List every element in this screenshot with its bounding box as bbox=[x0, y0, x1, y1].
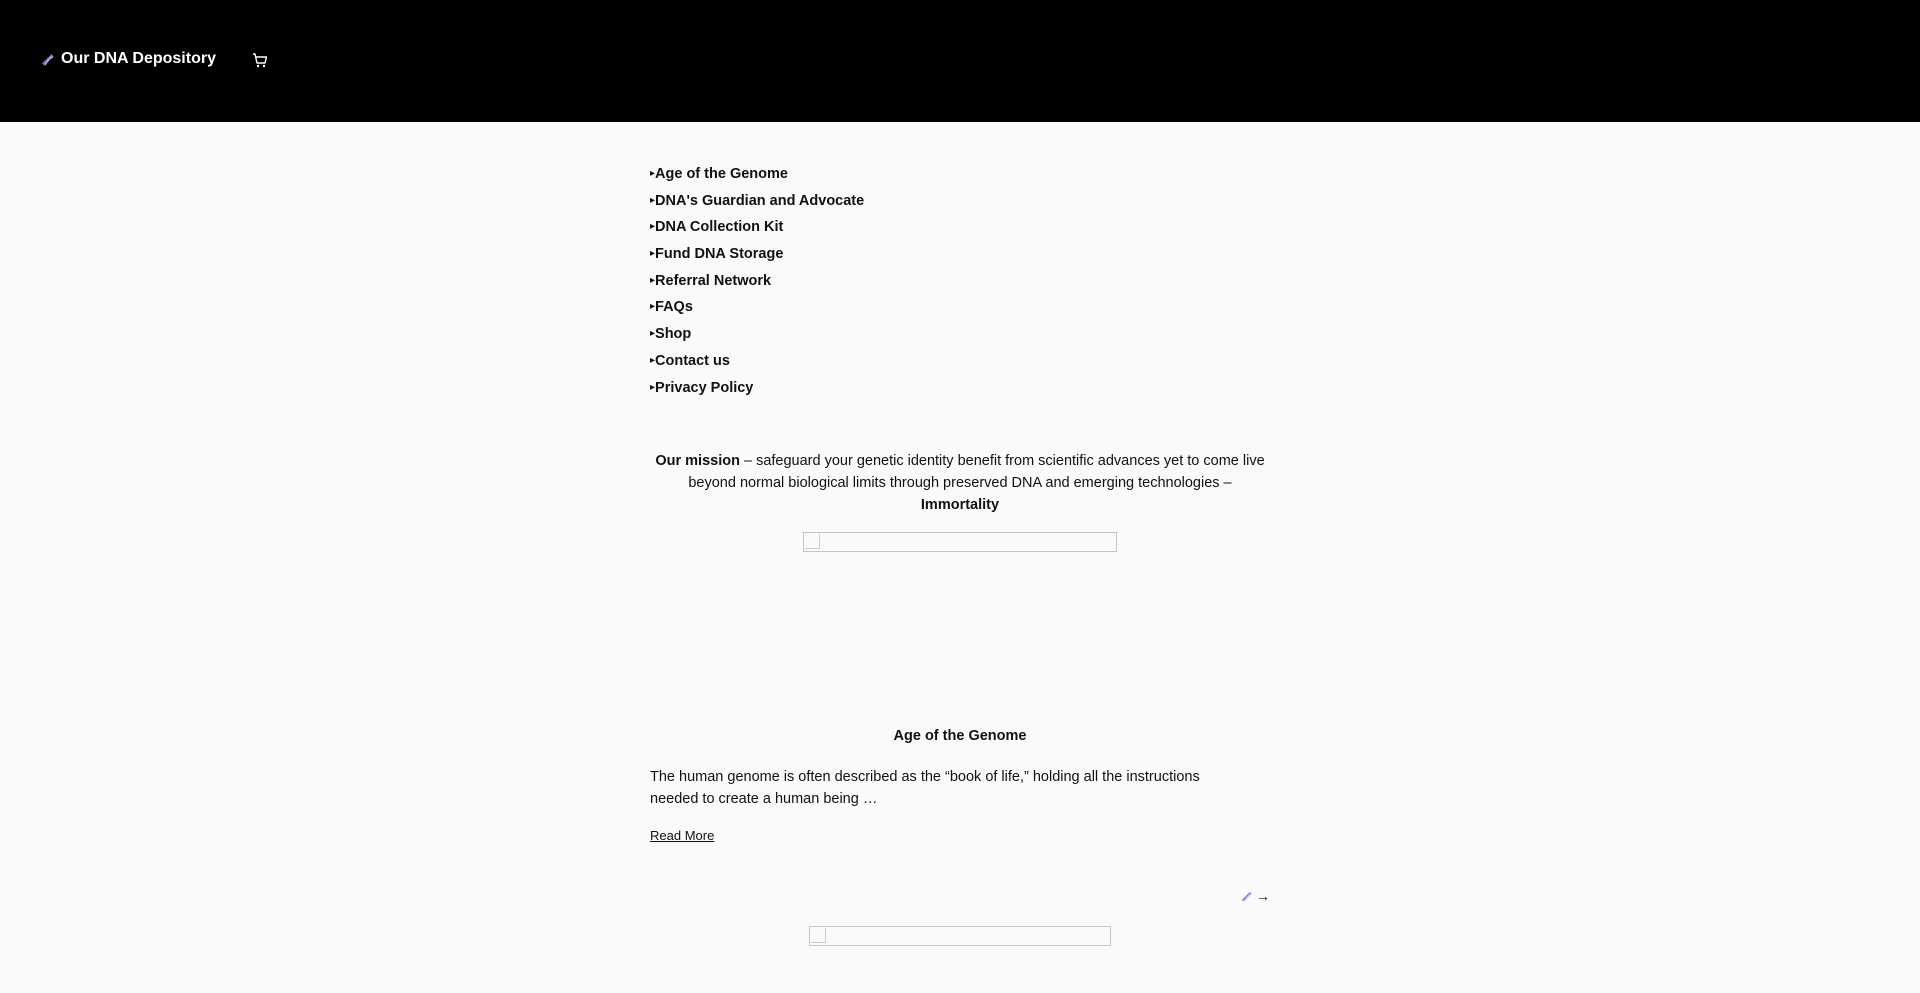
caret-right-icon: ▸ bbox=[650, 194, 656, 206]
menu-item-faqs[interactable] bbox=[650, 297, 1270, 324]
menu-item-label: Shop bbox=[655, 326, 692, 343]
post-excerpt: The human genome is often described as the “book of life,” holding all the instructions needed to create a human being … bbox=[650, 769, 1200, 808]
menu-item-label: Referral Network bbox=[655, 272, 772, 289]
caret-right-icon: ▸ bbox=[650, 274, 656, 286]
menu-item-label: DNA Collection Kit bbox=[655, 219, 784, 236]
menu-item-label: FAQs bbox=[655, 299, 693, 316]
caret-right-icon: ▸ bbox=[650, 381, 656, 393]
next-post-link[interactable] bbox=[1240, 888, 1270, 904]
dna-icon bbox=[40, 52, 55, 67]
menu-item-guardian-advocate[interactable] bbox=[650, 191, 1270, 218]
menu-item-age-of-genome[interactable] bbox=[650, 164, 1270, 191]
post-image bbox=[809, 926, 1111, 946]
menu-item-privacy[interactable] bbox=[650, 378, 1270, 405]
site-header bbox=[0, 0, 1920, 122]
cart-button[interactable] bbox=[251, 51, 269, 69]
menu-item-label: Contact us bbox=[655, 352, 730, 369]
dna-icon bbox=[1240, 890, 1253, 903]
mission-lead: Our mission bbox=[655, 453, 740, 470]
menu-item-fund-storage[interactable] bbox=[650, 244, 1270, 271]
menu-item-shop[interactable] bbox=[650, 324, 1270, 351]
caret-right-icon: ▸ bbox=[650, 221, 656, 233]
mission-closing: Immortality bbox=[920, 497, 1000, 514]
menu-item-label: Privacy Policy bbox=[655, 379, 754, 396]
arrow-right-icon: → bbox=[1256, 888, 1270, 904]
caret-right-icon: ▸ bbox=[650, 248, 656, 260]
cart-icon bbox=[252, 52, 268, 68]
menu-item-collection-kit[interactable] bbox=[650, 217, 1270, 244]
site-title: Our DNA Depository bbox=[61, 50, 216, 67]
main-content bbox=[650, 122, 1270, 904]
menu-item-contact[interactable] bbox=[650, 351, 1270, 378]
caret-right-icon: ▸ bbox=[650, 354, 656, 366]
menu-item-label: DNA's Guardian and Advocate bbox=[655, 192, 865, 209]
mission-statement bbox=[650, 450, 1270, 516]
mission-text: – safeguard your genetic identity benefit from scientific advances yet to come live beyond normal biological limits through preserved DNA and emerging technologies – bbox=[688, 453, 1265, 492]
menu-item-label: Age of the Genome bbox=[655, 166, 788, 182]
caret-right-icon: ▸ bbox=[650, 301, 656, 313]
caret-right-icon: ▸ bbox=[650, 168, 656, 179]
post-title[interactable]: Age of the Genome bbox=[893, 728, 1027, 745]
caret-right-icon: ▸ bbox=[650, 328, 656, 340]
read-more-link[interactable]: Read More bbox=[650, 828, 715, 844]
main-menu bbox=[650, 164, 1270, 404]
menu-item-referral-network[interactable] bbox=[650, 271, 1270, 298]
featured-image bbox=[803, 532, 1117, 552]
site-brand-link[interactable] bbox=[40, 50, 216, 68]
menu-item-label: Fund DNA Storage bbox=[655, 246, 784, 263]
